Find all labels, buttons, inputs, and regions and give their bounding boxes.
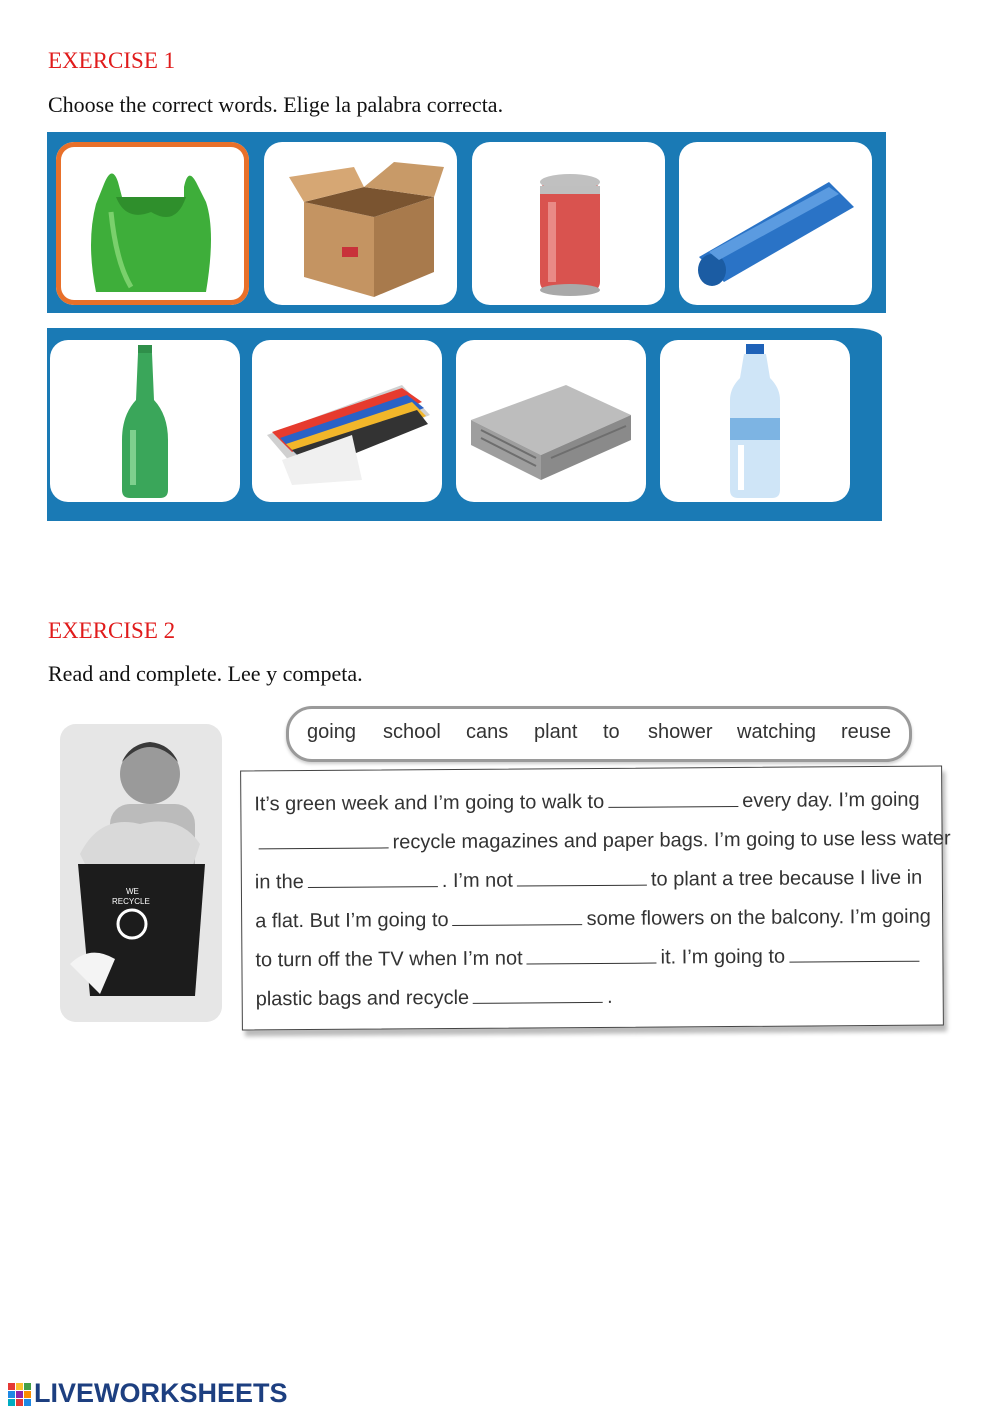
fill-in-text-box bbox=[240, 766, 951, 1031]
item-card-blue-bag-roll[interactable] bbox=[679, 142, 872, 305]
exercise1-instruction: Choose the correct words. Elige la palabra correcta. bbox=[48, 92, 504, 117]
text-segment: It’s green week and I’m going to walk to bbox=[254, 790, 605, 816]
blue-bin-bag-icon bbox=[679, 142, 872, 305]
word-bank-item[interactable]: to bbox=[603, 721, 620, 743]
answer-blank[interactable] bbox=[608, 788, 738, 808]
items-panel-row2 bbox=[47, 328, 882, 521]
item-card-glass-bottle[interactable] bbox=[50, 340, 240, 502]
word-bank-item[interactable]: watching bbox=[737, 721, 816, 743]
text-line-6 bbox=[256, 984, 613, 1011]
item-card-newspapers[interactable] bbox=[456, 340, 646, 502]
plastic-bag-icon bbox=[56, 142, 249, 305]
answer-blank[interactable] bbox=[789, 943, 919, 963]
text-segment: every day. I’m going bbox=[742, 788, 920, 812]
items-panel-row1 bbox=[47, 132, 886, 313]
text-line-3 bbox=[255, 865, 923, 895]
exercise2-title: EXERCISE 2 bbox=[48, 618, 176, 643]
answer-blank[interactable] bbox=[308, 868, 438, 888]
answer-blank[interactable] bbox=[452, 906, 582, 926]
glass-bottle-icon bbox=[50, 340, 240, 502]
cardboard-box-icon bbox=[264, 142, 457, 305]
word-bank-item[interactable]: plant bbox=[534, 721, 578, 743]
text-line-1 bbox=[254, 787, 919, 817]
magazines-icon bbox=[252, 340, 442, 502]
text-segment: it. I’m going to bbox=[660, 945, 786, 969]
exercise1-title: EXERCISE 1 bbox=[48, 48, 176, 73]
word-bank-item[interactable]: reuse bbox=[841, 721, 892, 743]
text-line-4 bbox=[255, 904, 931, 934]
footer-brand: LIVEWORKSHEETS bbox=[34, 1378, 288, 1408]
answer-blank[interactable] bbox=[259, 829, 389, 849]
item-card-plastic-bottle[interactable] bbox=[660, 340, 850, 502]
drink-can-icon bbox=[472, 142, 665, 305]
exercise2-instruction: Read and complete. Lee y competa. bbox=[48, 661, 363, 686]
text-segment: . bbox=[607, 985, 613, 1008]
answer-blank[interactable] bbox=[473, 984, 603, 1004]
item-card-cardboard-box[interactable] bbox=[264, 142, 457, 305]
answer-blank[interactable] bbox=[527, 945, 657, 965]
newspapers-icon bbox=[456, 340, 646, 502]
text-segment: some flowers on the balcony. I’m going bbox=[586, 905, 931, 931]
item-card-plastic-bag[interactable] bbox=[56, 142, 249, 305]
item-card-drink-can[interactable] bbox=[472, 142, 665, 305]
liveworksheets-logo-icon bbox=[8, 1383, 32, 1407]
plastic-bottle-icon bbox=[660, 340, 850, 502]
text-segment: recycle magazines and paper bags. I’m going to use less water bbox=[392, 827, 951, 854]
word-bank-item[interactable]: school bbox=[383, 721, 441, 743]
word-bank-item[interactable]: going bbox=[307, 721, 356, 743]
text-line-2 bbox=[255, 825, 951, 855]
svg-text:WE: WE bbox=[126, 887, 139, 896]
text-segment: in the bbox=[254, 871, 304, 894]
text-segment: . I’m not bbox=[441, 869, 514, 893]
text-segment: a flat. But I’m going to bbox=[255, 909, 449, 933]
word-bank-item[interactable]: shower bbox=[648, 721, 713, 743]
item-card-magazines[interactable] bbox=[252, 340, 442, 502]
word-bank-item[interactable]: cans bbox=[466, 721, 509, 743]
text-segment: to plant a tree because I live in bbox=[650, 866, 923, 891]
answer-blank[interactable] bbox=[517, 867, 647, 887]
boy-recycling-photo bbox=[60, 724, 222, 1022]
svg-text:RECYCLE: RECYCLE bbox=[112, 897, 150, 906]
word-bank bbox=[286, 706, 912, 762]
boy-with-recycle-bin-icon bbox=[60, 724, 222, 1022]
text-line-5 bbox=[255, 943, 923, 973]
text-segment: plastic bags and recycle bbox=[255, 986, 470, 1011]
text-segment: to turn off the TV when I’m not bbox=[255, 947, 523, 972]
